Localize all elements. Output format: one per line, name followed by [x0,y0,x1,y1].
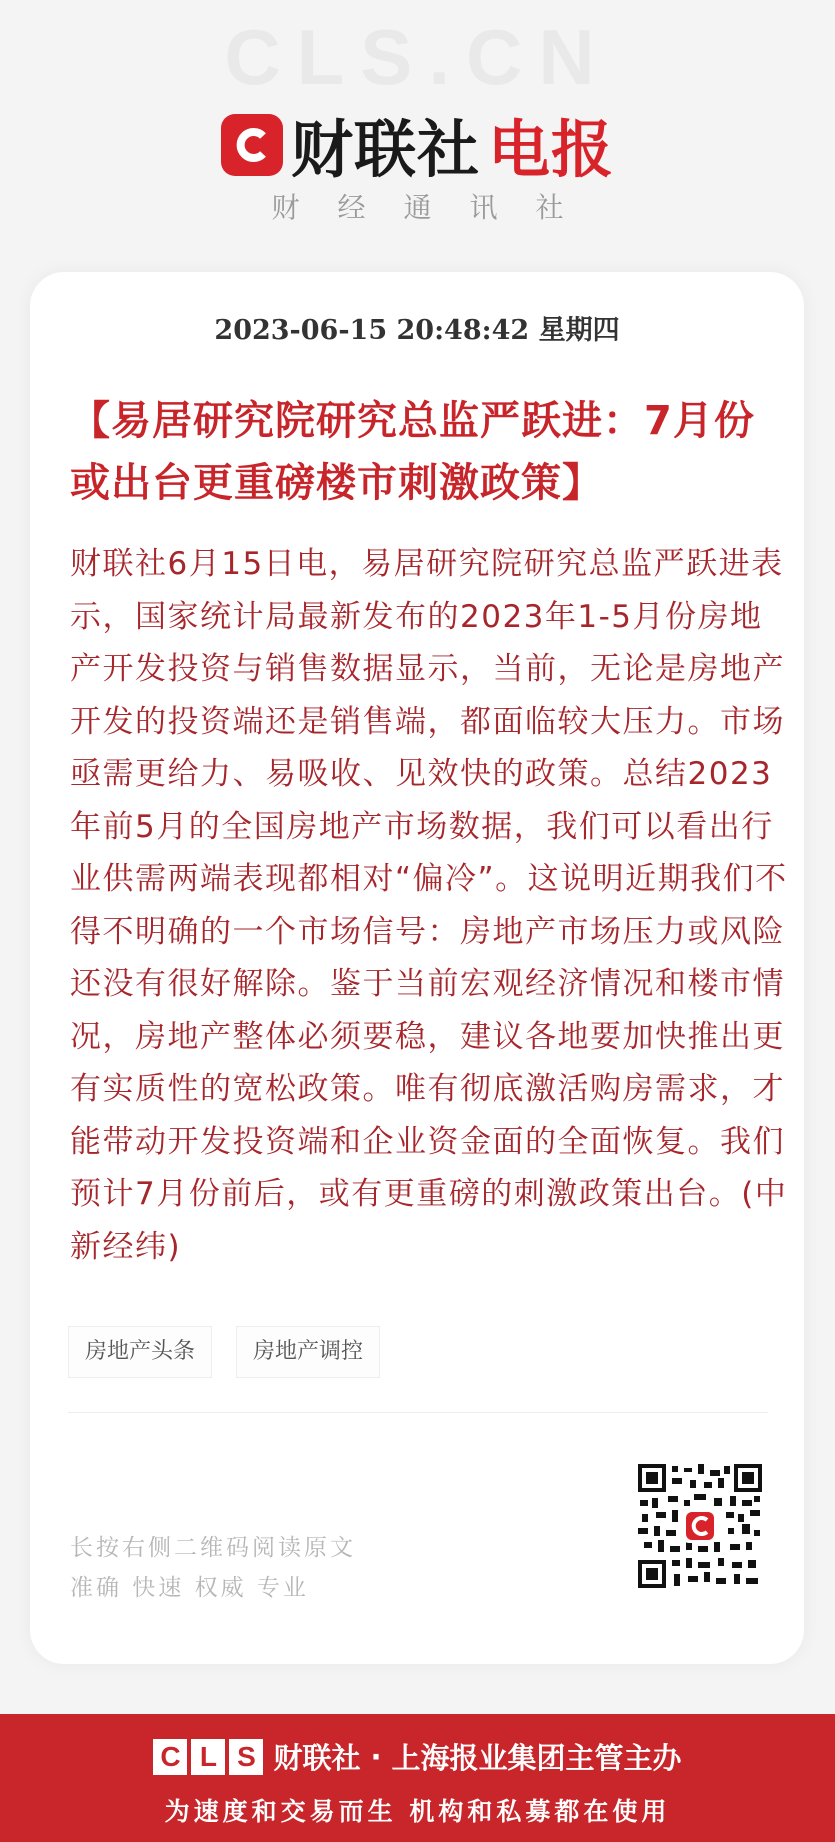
divider [68,1412,768,1413]
tag-real-estate-regulation[interactable]: 房地产调控 [236,1326,380,1378]
article-headline: 【易居研究院研究总监严跃进：7月份或出台更重磅楼市刺激政策】 [70,398,755,506]
share-hint-line2: 准确 快速 权威 专业 [70,1575,309,1601]
cls-letter-l: L [191,1739,225,1775]
article-datetime: 2023-06-15 20:48:42 星期四 [214,315,620,346]
article-body: 财联社6月15日电，易居研究院研究总监严跃进表示，国家统计局最新发布的2023年1-5月份房地产开发投资与销售数据显示，当前，无论是房地产开发的投资端还是销售端，都面临较大压力。市场亟需更给力、易吸收、见效快的政策。总结2023年前5月的全国房地产市场数据，我们可以看出行业供需两端表现都相对“偏冷”。这说明近期我们不得不明确的一个市场信号：房地产市场压力或风险还没有很好解除。鉴于当前宏观经济情况和楼市情况，房地产整体必须要稳，建议各地要加快推出更有实质性的宽松政策。唯有彻底激活购房需求，才能带动开发投资端和企业资金面的全面恢复。我们预计7月份前后，或有更重磅的刺激政策出台。(中新经纬) [70,546,788,1265]
article-card [30,272,804,1664]
brand-slogan: 财经通讯社 [271,191,602,224]
brand-header [0,100,835,189]
share-hint-line1: 长按右侧二维码阅读原文 [70,1535,356,1561]
cls-logo-icon [221,114,283,176]
cls-letters-logo [153,1739,263,1775]
cls-letter-c: C [153,1739,187,1775]
qr-code[interactable] [638,1464,762,1588]
cls-letter-s: S [229,1739,263,1775]
footer-org-row [0,1736,835,1777]
footer-motto: 为速度和交易而生 机构和私募都在使用 [164,1797,671,1826]
footer-sponsor: 上海报业集团主管主办 [391,1741,682,1775]
footer-separator-dot: · [370,1739,382,1774]
brand-name-telegraph: 电报 [488,113,615,186]
footer-banner [0,1714,835,1842]
tag-real-estate-headline[interactable]: 房地产头条 [68,1326,212,1378]
cls-watermark: CLS.CN [224,13,611,101]
tag-list [68,1326,380,1378]
brand-name: 财联社 [290,113,480,186]
footer-org-name: 财联社 [273,1741,361,1775]
share-hint [70,1528,356,1608]
